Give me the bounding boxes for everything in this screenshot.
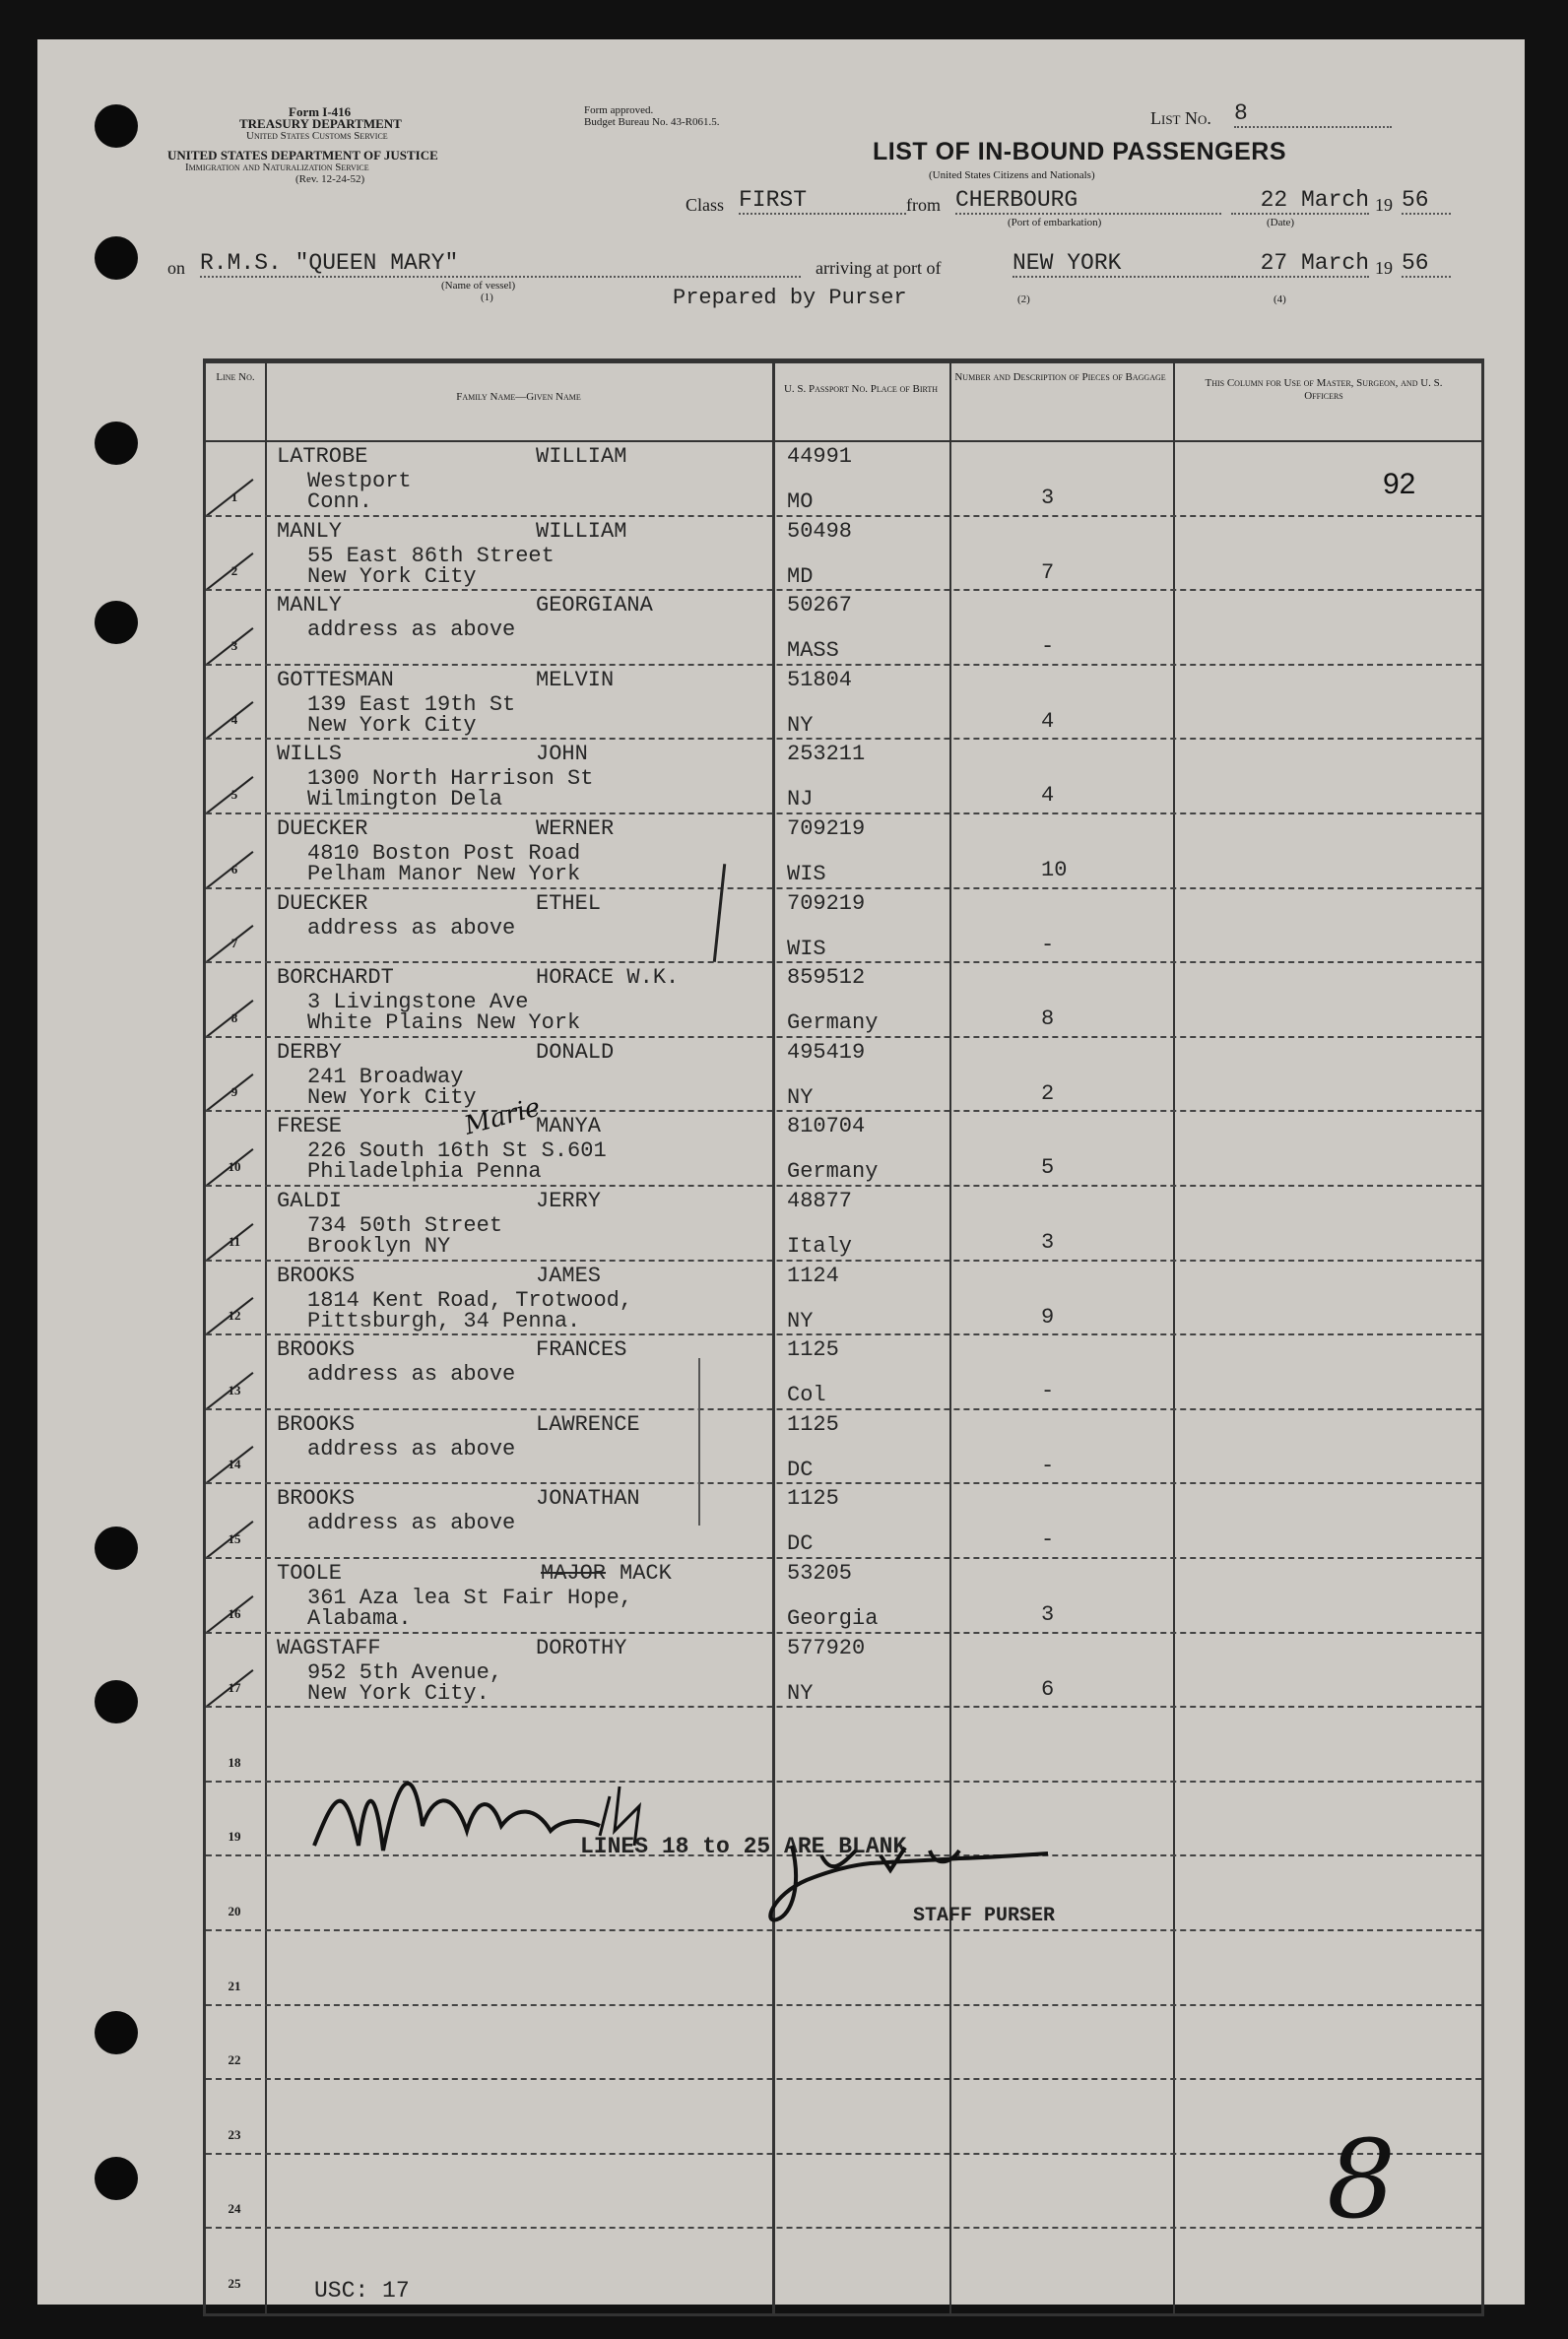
arrival-year: 56 <box>1402 250 1451 278</box>
address-line-1: 3 Livingstone Ave <box>307 990 529 1015</box>
given-name: HORACE W.K. <box>536 965 680 991</box>
form-approved: Form approved. <box>584 104 654 116</box>
birth-place: DC <box>787 1457 814 1482</box>
page-subtitle: (United States Citizens and Nationals) <box>929 169 1095 181</box>
passport-number: 53205 <box>787 1561 853 1586</box>
struck-title: MAJOR <box>541 1561 607 1586</box>
address-line-2: Philadelphia Penna <box>307 1159 542 1185</box>
on-label: on <box>167 258 185 278</box>
address-line-1: 55 East 86th Street <box>307 543 555 568</box>
given-name: MACK <box>620 1561 672 1586</box>
birth-place: NY <box>787 712 814 738</box>
address-line-1: 139 East 19th St <box>307 691 516 717</box>
line-number: 25 <box>228 2276 241 2291</box>
birth-place: Col <box>787 1383 826 1408</box>
address-line-1: Westport <box>307 469 412 493</box>
justice-heading: UNITED STATES DEPARTMENT OF JUSTICE <box>167 148 438 162</box>
address-line-1: address as above <box>307 1511 516 1536</box>
line-number: 19 <box>228 1829 241 1845</box>
address-line-1: 734 50th Street <box>307 1213 503 1238</box>
line-number: 11 <box>228 1233 241 1249</box>
line-number: 8 <box>230 1009 238 1025</box>
from-label: from <box>906 195 941 215</box>
birth-place: NY <box>787 1680 814 1706</box>
given-name: WILLIAM <box>536 518 627 544</box>
col-header-baggage: Number and Description of Pieces of Baggage <box>954 371 1166 383</box>
family-name: GOTTESMAN <box>277 667 394 692</box>
line-number: 24 <box>228 2201 241 2217</box>
master-signature <box>304 1737 679 1885</box>
baggage-count: 2 <box>1041 1080 1055 1106</box>
passport-number: 50498 <box>787 518 853 544</box>
punch-hole <box>95 2157 138 2200</box>
passport-number: 48877 <box>787 1189 853 1213</box>
given-name: DONALD <box>536 1039 615 1065</box>
passport-number: 253211 <box>787 742 866 767</box>
punch-hole <box>95 104 138 148</box>
passport-number: 709219 <box>787 890 866 916</box>
baggage-count: 3 <box>1041 1230 1055 1255</box>
handwritten-8: 8 <box>1327 2116 1396 2242</box>
arrival-date: 27 March <box>1231 250 1369 278</box>
list-label: List No. <box>1150 108 1211 128</box>
usc-count: USC: 17 <box>314 2278 410 2304</box>
prepared-num: (2) <box>1017 293 1030 305</box>
family-name: TOOLE <box>277 1561 343 1586</box>
departure-year: 56 <box>1402 187 1451 215</box>
address-line-1: address as above <box>307 1436 516 1462</box>
baggage-count: 10 <box>1041 858 1068 882</box>
punch-hole <box>95 2011 138 2054</box>
line-number: 17 <box>228 1680 241 1696</box>
purser-signature <box>762 1826 1097 1934</box>
birth-place: Georgia <box>787 1606 879 1631</box>
staff-purser-label: STAFF PURSER <box>913 1905 1056 1927</box>
address-line-2: Pittsburgh, 34 Penna. <box>307 1308 581 1333</box>
family-name: DERBY <box>277 1039 343 1065</box>
family-name: DUECKER <box>277 816 368 841</box>
given-name: GEORGIANA <box>536 593 653 618</box>
passport-number: 1125 <box>787 1486 839 1512</box>
line-number: 4 <box>230 712 238 728</box>
passport-number: 495419 <box>787 1039 866 1065</box>
prepared-num: (4) <box>1274 293 1286 305</box>
birth-place: DC <box>787 1531 814 1557</box>
revision: (Rev. 12-24-52) <box>295 173 365 185</box>
family-name: BORCHARDT <box>277 965 394 991</box>
birth-place: MO <box>787 489 814 514</box>
passport-number: 1125 <box>787 1337 839 1363</box>
vessel-caption-num: (1) <box>481 292 493 303</box>
family-name: GALDI <box>277 1189 343 1213</box>
given-name: MANYA <box>536 1114 602 1139</box>
baggage-count: - <box>1041 1527 1055 1553</box>
family-name: FRESE <box>277 1114 343 1139</box>
address-line-1: 226 South 16th St S.601 <box>307 1138 607 1164</box>
arrival-port: NEW YORK <box>1013 250 1229 278</box>
family-name: BROOKS <box>277 1337 356 1363</box>
family-name: MANLY <box>277 593 343 618</box>
line-number: 12 <box>228 1308 241 1324</box>
given-name: JERRY <box>536 1189 602 1213</box>
given-name: JOHN <box>536 742 588 767</box>
punch-hole <box>95 422 138 465</box>
address-line-1: 1814 Kent Road, Trotwood, <box>307 1287 633 1313</box>
line-number: 23 <box>228 2126 241 2142</box>
baggage-count: 5 <box>1041 1155 1055 1181</box>
address-line-2: Alabama. <box>307 1606 412 1631</box>
birth-place: NY <box>787 1084 814 1110</box>
family-name: WILLS <box>277 742 343 767</box>
birth-place: MD <box>787 563 814 589</box>
line-number: 20 <box>228 1904 241 1918</box>
family-name: DUECKER <box>277 890 368 916</box>
passport-number: 1125 <box>787 1411 839 1437</box>
blank-lines-note: LINES 18 to 25 ARE BLANK <box>580 1834 907 1859</box>
line-number: 5 <box>230 787 238 802</box>
address-line-2: New York City <box>307 1084 477 1110</box>
address-line-1: address as above <box>307 617 516 643</box>
line-number: 16 <box>228 1605 241 1621</box>
address-line-1: address as above <box>307 915 516 941</box>
address-line-2: New York City <box>307 712 477 738</box>
budget-no: Budget Bureau No. 43-R061.5. <box>584 116 720 128</box>
ins-heading: Immigration and Naturalization Service <box>185 162 369 173</box>
vessel-caption: (Name of vessel) <box>441 280 516 292</box>
customs-heading: United States Customs Service <box>246 130 388 142</box>
birth-place: Germany <box>787 1159 879 1185</box>
passport-number: 50267 <box>787 593 853 618</box>
birth-place: WIS <box>787 862 826 886</box>
passport-number: 859512 <box>787 965 866 991</box>
family-name: BROOKS <box>277 1411 356 1437</box>
address-line-2: White Plains New York <box>307 1010 581 1036</box>
passenger-table <box>203 358 1484 2316</box>
address-line-2: Wilmington Dela <box>307 787 503 812</box>
family-name: WAGSTAFF <box>277 1635 381 1660</box>
line-number: 1 <box>230 488 238 504</box>
family-name: MANLY <box>277 518 343 544</box>
col-header-line: Line No. <box>216 371 255 383</box>
baggage-count: - <box>1041 932 1055 957</box>
line-number: 15 <box>228 1531 241 1546</box>
given-name: WILLIAM <box>536 444 627 469</box>
line-number: 6 <box>230 861 238 877</box>
col-header-passport: U. S. Passport No. Place of Birth <box>783 383 939 395</box>
check-mark <box>713 864 726 962</box>
birth-place: MASS <box>787 638 839 664</box>
family-name: BROOKS <box>277 1486 356 1512</box>
passport-number: 44991 <box>787 444 853 469</box>
address-line-1: 361 Aza lea St Fair Hope, <box>307 1586 633 1610</box>
vessel-name: R.M.S. "QUEEN MARY" <box>200 250 801 278</box>
passport-number: 810704 <box>787 1114 866 1139</box>
port-caption: (Port of embarkation) <box>1008 217 1102 228</box>
handwritten-marie: Marie <box>461 1092 544 1141</box>
punch-hole <box>95 1527 138 1570</box>
col-header-officers: This Column for Use of Master, Surgeon, and U. S. Officers <box>1205 377 1443 402</box>
list-number: 8 <box>1234 100 1392 128</box>
treasury-heading: TREASURY DEPARTMENT <box>239 116 402 131</box>
page-title: LIST OF IN-BOUND PASSENGERS <box>873 138 1287 165</box>
family-name: LATROBE <box>277 444 368 469</box>
punch-hole <box>95 1680 138 1723</box>
birth-place: Germany <box>787 1010 879 1036</box>
line-number: 14 <box>228 1457 241 1472</box>
punch-hole <box>95 236 138 280</box>
class-label: Class <box>686 195 725 215</box>
baggage-count: 4 <box>1041 783 1055 809</box>
given-name: ETHEL <box>536 890 602 916</box>
line-number: 2 <box>230 563 238 579</box>
arriving-label: arriving at port of <box>816 258 942 278</box>
line-number: 10 <box>228 1159 241 1174</box>
address-line-2: Brooklyn NY <box>307 1234 451 1259</box>
birth-place: Italy <box>787 1234 853 1259</box>
birth-place: NY <box>787 1308 814 1333</box>
passport-number: 1124 <box>787 1263 839 1288</box>
given-name: JAMES <box>536 1263 602 1288</box>
passport-number: 709219 <box>787 816 866 841</box>
family-name: BROOKS <box>277 1263 356 1288</box>
departure-year-prefix: 19 <box>1375 195 1393 215</box>
given-name: JONATHAN <box>536 1486 640 1512</box>
line-number: 7 <box>230 936 238 951</box>
address-line-1: 4810 Boston Post Road <box>307 841 581 866</box>
baggage-count: 4 <box>1041 708 1055 734</box>
manifest-page <box>37 39 1525 2305</box>
given-name: LAWRENCE <box>536 1411 640 1437</box>
bracket-mark <box>698 1358 700 1526</box>
embarkation-port: CHERBOURG <box>955 187 1221 215</box>
address-line-1: 241 Broadway <box>307 1064 464 1089</box>
form-id: Form I-416 <box>289 104 352 119</box>
baggage-count: - <box>1041 1453 1055 1478</box>
baggage-count: 9 <box>1041 1304 1055 1330</box>
passport-number: 577920 <box>787 1635 866 1660</box>
line-number: 9 <box>230 1084 238 1100</box>
address-line-2: New York City <box>307 563 477 589</box>
baggage-count: 6 <box>1041 1676 1055 1702</box>
address-line-2: New York City. <box>307 1680 490 1706</box>
officer-mark: 92 <box>1383 468 1416 500</box>
address-line-1: 952 5th Avenue, <box>307 1659 503 1685</box>
baggage-count: - <box>1041 634 1055 660</box>
address-line-1: 1300 North Harrison St <box>307 766 594 792</box>
birth-place: NJ <box>787 787 814 812</box>
line-number: 3 <box>230 637 238 653</box>
col-header-name: Family Name—Given Name <box>456 391 581 403</box>
address-line-2: Conn. <box>307 489 373 514</box>
line-number: 21 <box>228 1978 241 1993</box>
date-caption: (Date) <box>1267 217 1295 228</box>
prepared-by: Prepared by Purser <box>673 286 907 310</box>
arrival-year-prefix: 19 <box>1375 258 1393 278</box>
given-name: FRANCES <box>536 1337 627 1363</box>
given-name: DOROTHY <box>536 1635 627 1660</box>
line-number: 18 <box>228 1754 241 1770</box>
line-number: 22 <box>228 2052 241 2068</box>
passport-number: 51804 <box>787 667 853 692</box>
class-value: FIRST <box>739 187 906 215</box>
line-number: 13 <box>228 1382 241 1397</box>
birth-place: WIS <box>787 936 826 961</box>
given-name: WERNER <box>536 816 615 841</box>
baggage-count: 7 <box>1041 559 1055 585</box>
baggage-count: 3 <box>1041 486 1055 510</box>
address-line-2: Pelham Manor New York <box>307 862 581 886</box>
baggage-count: 8 <box>1041 1007 1055 1032</box>
given-name: MELVIN <box>536 667 615 692</box>
departure-date: 22 March <box>1231 187 1369 215</box>
baggage-count: - <box>1041 1379 1055 1404</box>
punch-hole <box>95 601 138 644</box>
address-line-1: address as above <box>307 1362 516 1388</box>
baggage-count: 3 <box>1041 1602 1055 1627</box>
